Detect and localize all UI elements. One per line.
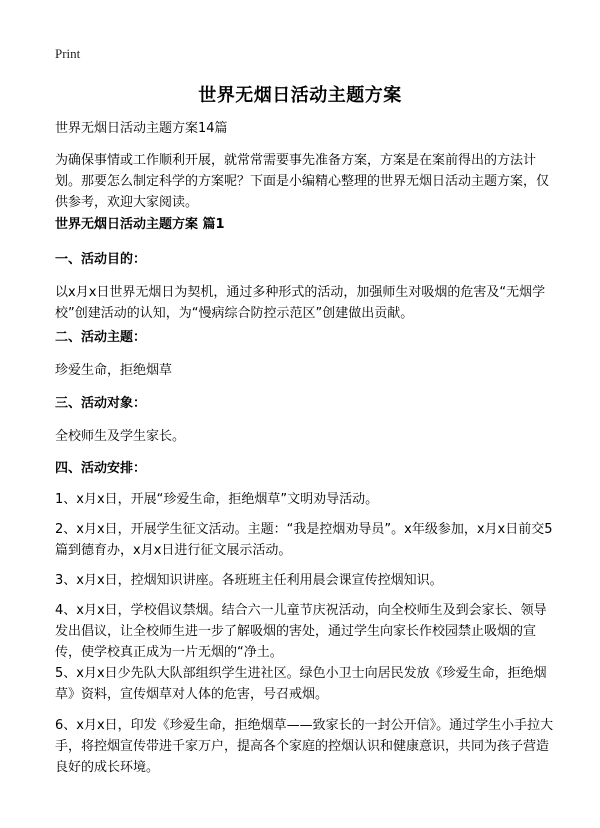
schedule-item-1: 1、x月x日，开展“珍爱生命，拒绝烟草”文明劝导活动。 xyxy=(55,492,379,507)
section-title: 世界无烟日活动主题方案 篇1 xyxy=(55,217,225,232)
schedule-item-2: 2、x月x日，开展学生征文活动。主题：“我是控烟劝导员”。x年级参加，x月x日前交5篇到德育办，x月x日进行征文展示活动。 xyxy=(55,522,553,558)
schedule-heading: 四、活动安排： xyxy=(55,461,147,476)
schedule-item-6: 6、x月x日，印发《珍爱生命，拒绝烟草——致家长的一封公开信》。通过学生小手拉大手，将控烟宣传带进千家万户，提高各个家庭的控烟认识和健康意识，共同为孩子营造良好的成长环境。 xyxy=(55,718,554,775)
theme-paragraph: 珍爱生命，拒绝烟草 xyxy=(55,363,173,378)
purpose-heading: 一、活动目的： xyxy=(55,252,147,267)
target-paragraph: 全校师生及学生家长。 xyxy=(55,429,186,444)
schedule-item-4: 4、x月x日，学校倡议禁烟。结合六一儿童节庆祝活动，向全校师生及到会家长、领导发出倡议，让全校师生进一步了解吸烟的害处，通过学生向家长作校园禁止吸烟的宣传，使学校真正成为一片无烟的“净土。 xyxy=(55,603,547,660)
page-title: 世界无烟日活动主题方案 xyxy=(198,85,402,106)
purpose-paragraph: 以x月x日世界无烟日为契机，通过多种形式的活动，加强师生对吸烟的危害及“无烟学校”创建活动的认知，为“慢病综合防控示范区”创建做出贡献。 xyxy=(55,285,546,321)
document-subtitle: 世界无烟日活动主题方案14篇 xyxy=(55,121,228,136)
target-heading: 三、活动对象： xyxy=(55,396,147,411)
intro-paragraph: 为确保事情或工作顺利开展，就常常需要事先准备方案，方案是在案前得出的方法计划。那要怎么制定科学的方案呢？下面是小编精心整理的世界无烟日活动主题方案，仅供参考，欢迎大家阅读。 xyxy=(55,153,550,210)
schedule-item-3: 3、x月x日，控烟知识讲座。各班班主任利用晨会课宣传控烟知识。 xyxy=(55,573,443,588)
schedule-item-5: 5、x月x日少先队大队部组织学生进社区。绿色小卫士向居民发放《珍爱生命，拒绝烟草》资料，宣传烟草对人体的危害，号召戒烟。 xyxy=(55,666,547,702)
theme-heading: 二、活动主题： xyxy=(55,330,147,345)
print-link[interactable]: Print xyxy=(55,46,81,61)
